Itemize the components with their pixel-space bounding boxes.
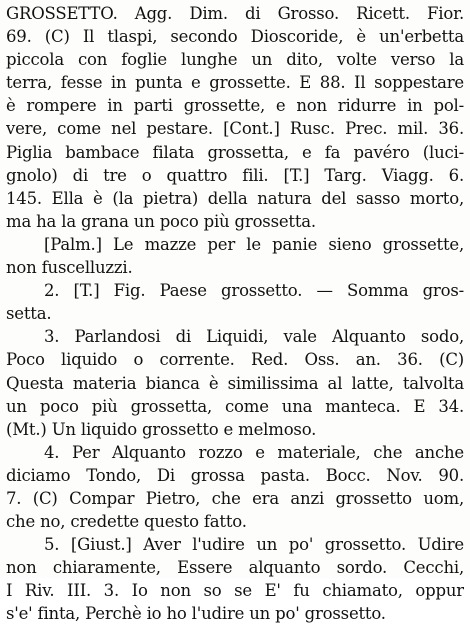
entry-line: non fuscelluzzi. (6, 258, 133, 278)
entry-line: Questa materia bianca è similissima al latte, talvolta (6, 373, 464, 393)
entry-sense-4: 4. Per Alquanto rozzo e materiale, che anche (44, 442, 464, 462)
entry-line: che no, credette questo fatto. (6, 512, 247, 532)
entry-line: gnolo) di tre o quattro fili. [T.] Targ. Viagg. 6. (6, 165, 464, 185)
entry-line: (Mt.) Un liquido grossetto e melmoso. (6, 419, 317, 439)
entry-line: GROSSETTO. Agg. Dim. di Grosso. Ricett. Fior. (6, 4, 464, 23)
entry-sense-2: 2. [T.] Fig. Paese grossetto. — Somma gros- (44, 281, 464, 301)
entry-line: terra, fesse in punta e grossette. E 88. Il soppestare (6, 73, 464, 93)
entry-line: ma ha la grana un poco più grossetta. (6, 211, 316, 231)
dictionary-entry-grossetto (6, 2, 464, 626)
entry-line: setta. (6, 304, 52, 324)
entry-line: piccola con foglie lunghe un dito, volte verso la (6, 50, 464, 70)
entry-line: 145. Ella è (la pietra) della natura del sasso morto, (6, 188, 464, 208)
entry-line: un poco più grossetta, come una manteca. E 34. (6, 396, 464, 416)
entry-line: non chiaramente, Essere alquanto sordo. Cecchi, (6, 558, 464, 578)
entry-line: s'e' finta, Perchè io ho l'udire un po' grossetto. (6, 604, 386, 624)
entry-line: 7. (C) Compar Pietro, che era anzi grossetto uom, (6, 488, 464, 508)
entry-line: Poco liquido o corrente. Red. Oss. an. 36. (C) (6, 350, 464, 370)
entry-line: vere, come nel pestare. [Cont.] Rusc. Prec. mil. 36. (6, 119, 464, 139)
entry-line: è rompere in parti grossette, e non ridurre in pol- (6, 96, 464, 116)
entry-line: [Palm.] Le mazze per le panie sieno grossette, (44, 234, 464, 254)
entry-line: Piglia bambace filata grossetta, e fa pavéro (luci- (6, 142, 464, 162)
entry-sense-3: 3. Parlandosi di Liquidi, vale Alquanto sodo, (44, 327, 464, 347)
entry-sense-5: 5. [Giust.] Aver l'udire un po' grossetto. Udire (44, 535, 464, 555)
entry-line: I Riv. III. 3. Io non so se E' fu chiamato, oppur (6, 581, 464, 601)
entry-line: diciamo Tondo, Di grossa pasta. Bocc. Nov. 90. (6, 465, 464, 485)
entry-line: 69. (C) Il tlaspi, secondo Dioscoride, è un'erbetta (6, 27, 464, 47)
